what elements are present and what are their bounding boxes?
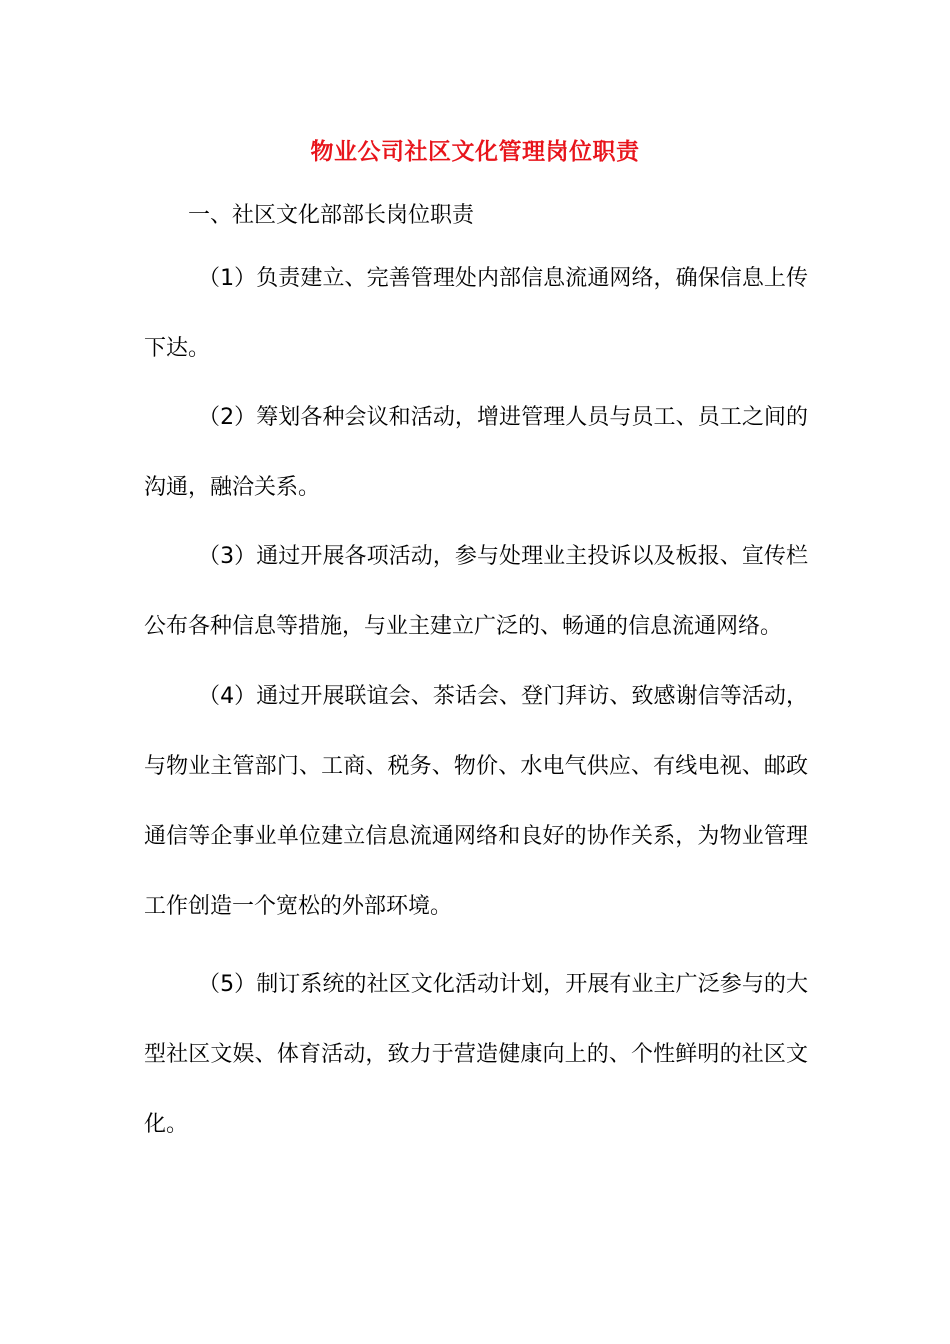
paragraph-1: （1）负责建立、完善管理处内部信息流通网络，确保信息上传下达。 xyxy=(144,266,808,361)
paragraph-4: （4）通过开展联谊会、茶话会、登门拜访、致感谢信等活动，与物业主管部门、工商、税务、物价、水电气供应、有线电视、邮政通信等企事业单位建立信息流通网络和良好的协作关系，为物业管理工作创造一个宽松的外部环境。 xyxy=(144,684,808,919)
paragraph-5: （5）制订系统的社区文化活动计划，开展有业主广泛参与的大型社区文娱、体育活动，致力于营造健康向上的、个性鲜明的社区文化。 xyxy=(144,972,808,1137)
document-title: 物业公司社区文化管理岗位职责 xyxy=(310,139,640,165)
section-heading: 一、社区文化部部长岗位职责 xyxy=(188,203,475,228)
paragraph-3: （3）通过开展各项活动，参与处理业主投诉以及板报、宣传栏公布各种信息等措施，与业主建立广泛的、畅通的信息流通网络。 xyxy=(144,544,808,639)
paragraph-2: （2）筹划各种会议和活动，增进管理人员与员工、员工之间的沟通，融洽关系。 xyxy=(144,405,808,500)
